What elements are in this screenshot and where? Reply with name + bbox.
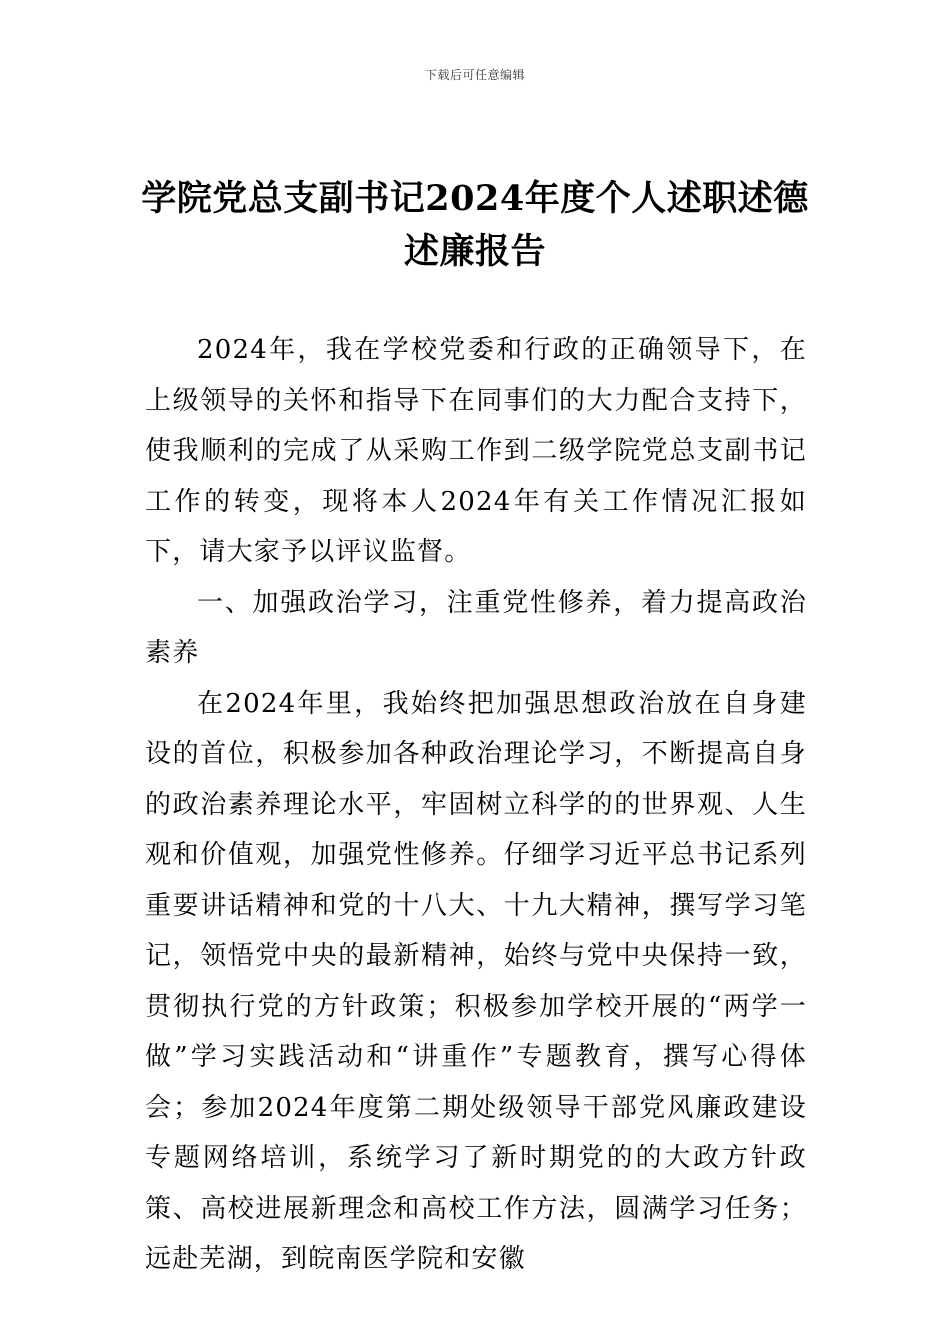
section-heading-1: 一、加强政治学习，注重党性修养，着力提高政治素养 — [145, 587, 807, 668]
document-body — [145, 325, 807, 1285]
title-line-2: 述廉报告 — [403, 231, 546, 272]
title-line-1: 学院党总支副书记2024年度个人述职述德 — [141, 178, 809, 219]
header-note: 下载后可任意编辑 — [424, 68, 525, 82]
paragraph-intro: 2024年，我在学校党委和行政的正确领导下，在上级领导的关怀和指导下在同事们的大力配合支持下，使我顺利的完成了从采购工作到二级学院党总支副书记工作的转变，现将本人2024年有关工作情况汇报如下，请大家予以评议监督。 — [145, 335, 807, 567]
document-title — [120, 172, 830, 278]
paragraph-section-1: 在2024年里，我始终把加强思想政治放在自身建设的首位，积极参加各种政治理论学习，不断提高自身的政治素养理论水平，牢固树立科学的的世界观、人生观和价值观，加强党性修养。仔细学习近平总书记系列重要讲话精神和党的十八大、十九大精神，撰写学习笔记，领悟党中央的最新精神，始终与党中央保持一致，贯彻执行党的方针政策；积极参加学校开展的“两学一做”学习实践活动和“讲重作”专题教育，撰写心得体会；参加2024年度第二期处级领导干部党风廉政建设专题网络培训，系统学习了新时期党的的大政方针政策、高校进展新理念和高校工作方法，圆满学习任务；远赴芜湖，到皖南医学院和安徽 — [145, 688, 807, 1274]
